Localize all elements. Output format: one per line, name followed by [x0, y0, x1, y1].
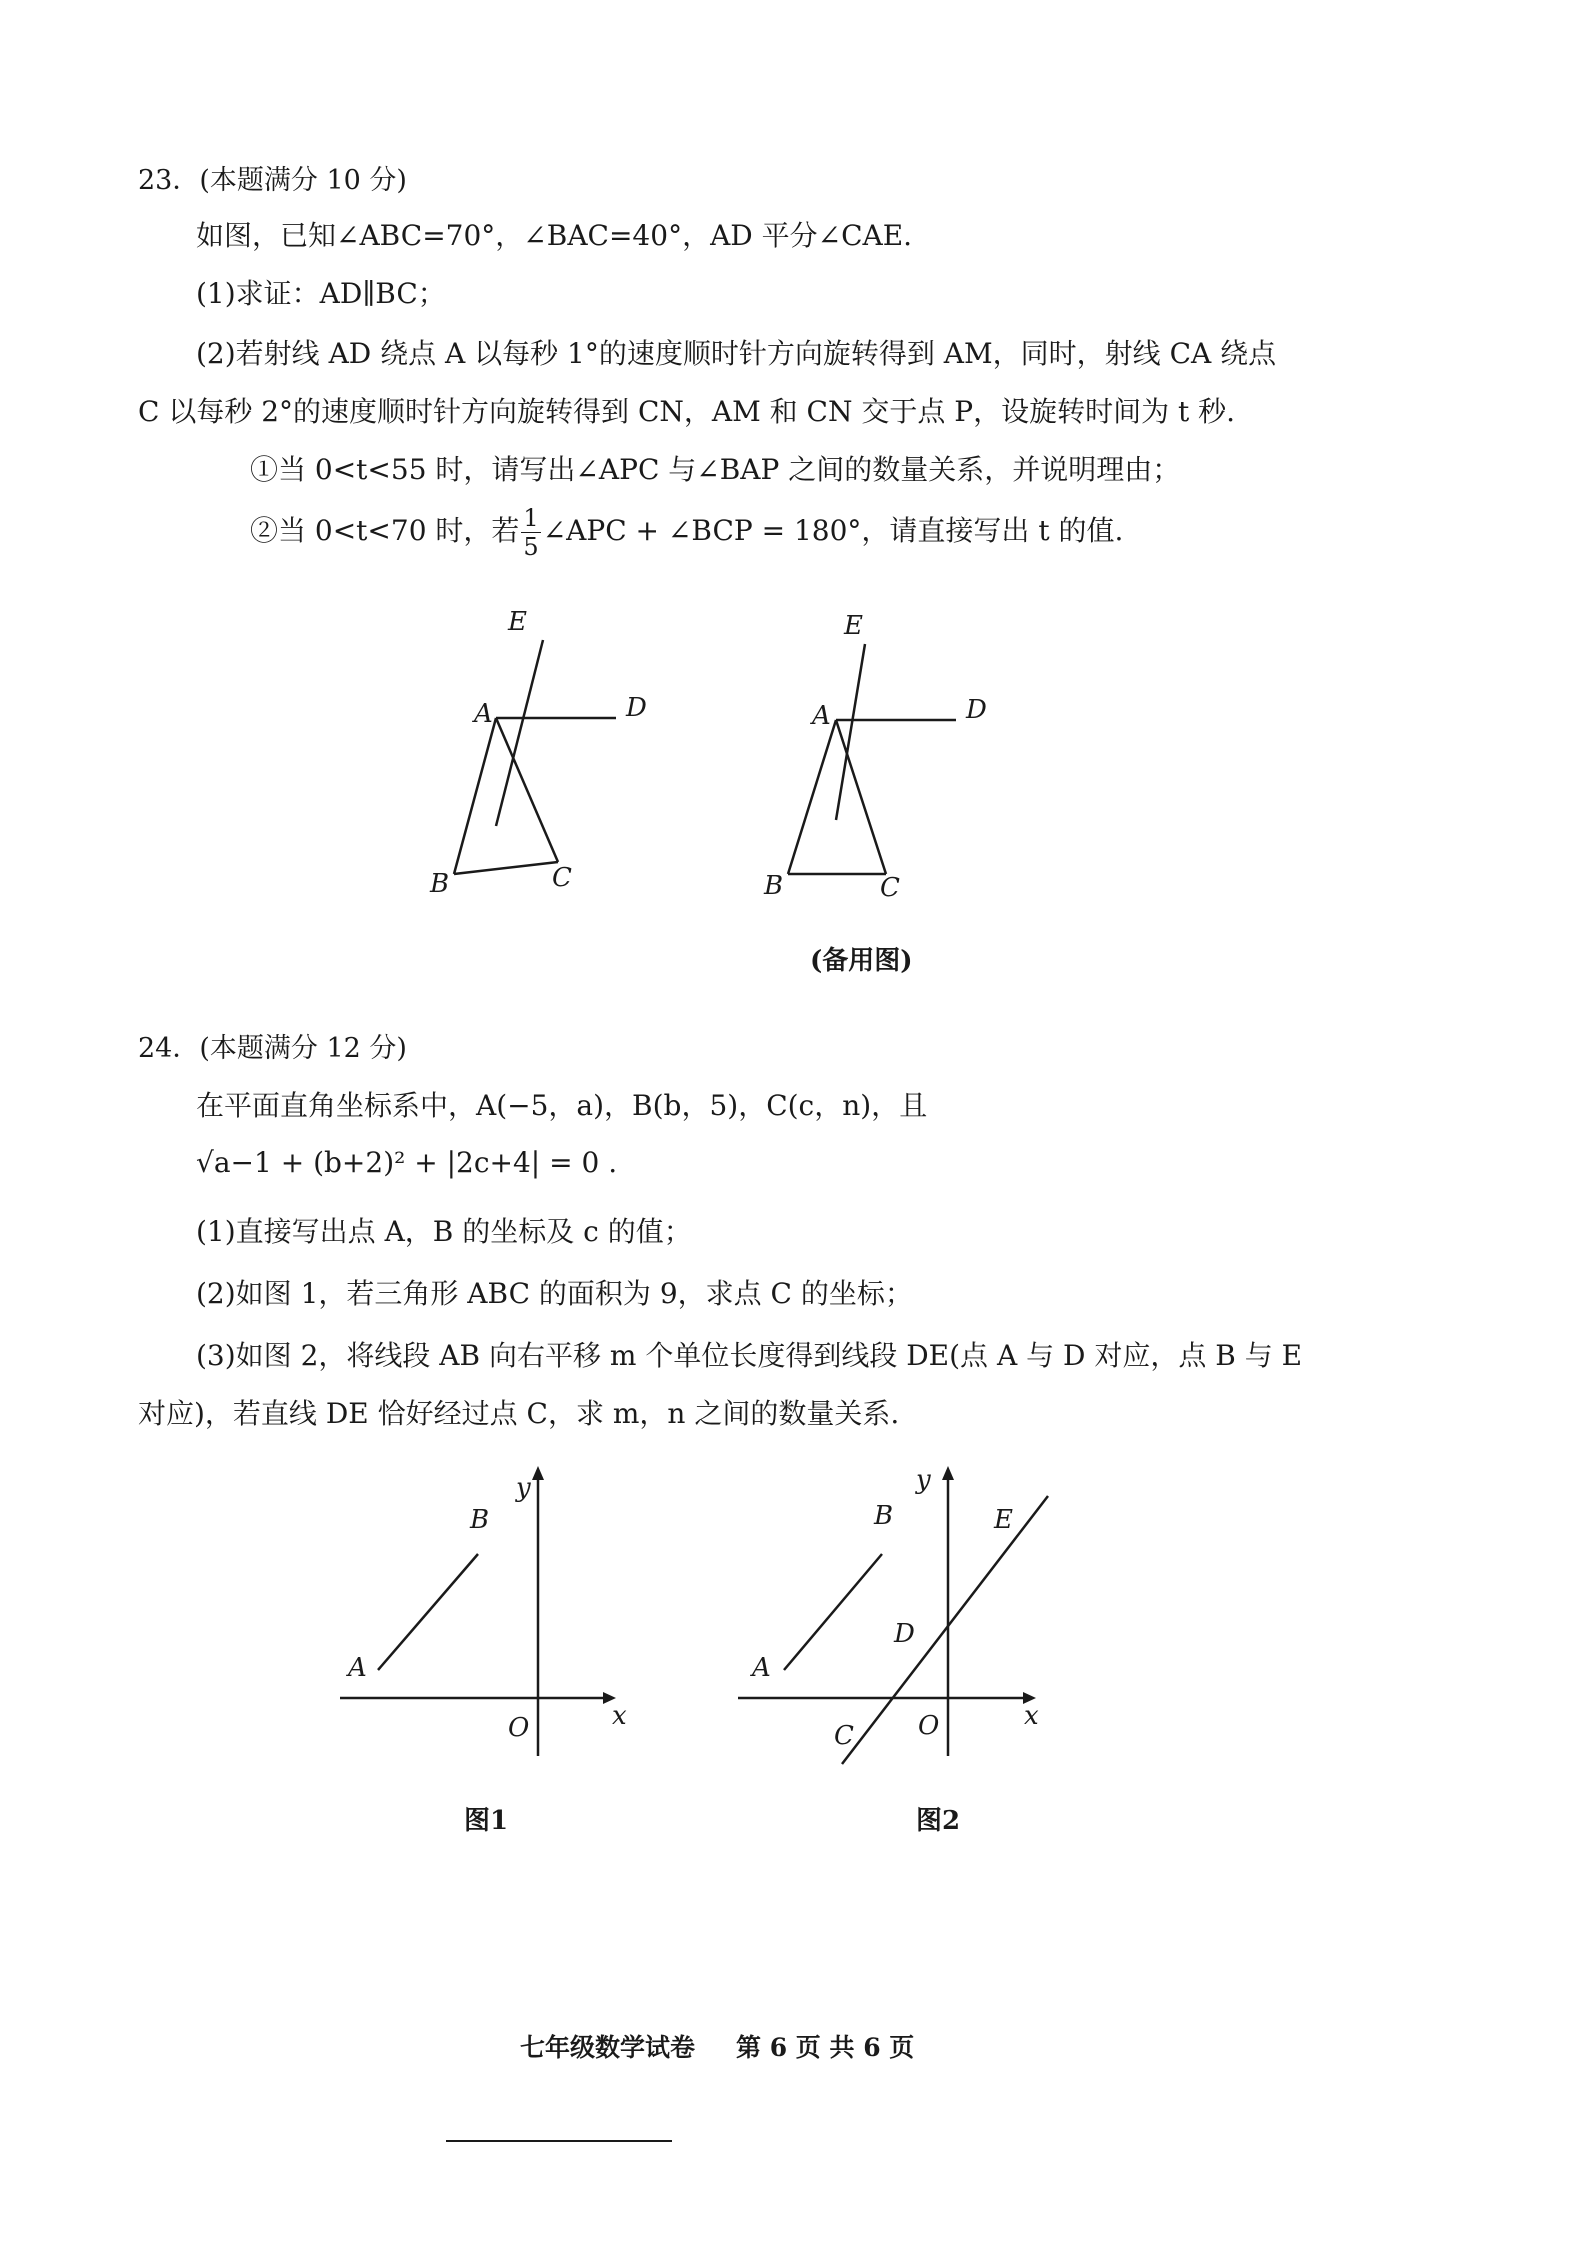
- q23-part2-line1: (2)若射线 AD 绕点 A 以每秒 1°的速度顺时针方向旋转得到 AM，同时，射线 CA 绕点: [196, 337, 1277, 370]
- label-c: C: [552, 863, 572, 893]
- q24-part3-line2: 对应)，若直线 DE 恰好经过点 C，求 m，n 之间的数量关系.: [138, 1397, 900, 1430]
- label-b: B: [430, 869, 450, 899]
- label-d: D: [966, 695, 987, 725]
- q23-backup-caption: (备用图): [810, 946, 913, 976]
- label-b: B: [874, 1501, 894, 1531]
- label-b: B: [764, 871, 784, 901]
- label-a: A: [474, 699, 493, 729]
- y-arrow-icon: [532, 1466, 544, 1480]
- line-de: [842, 1496, 1048, 1764]
- label-a: A: [812, 701, 831, 731]
- bottom-rule: [446, 2140, 672, 2142]
- segment-ab: [378, 1554, 478, 1670]
- fraction-denominator: 5: [523, 533, 539, 561]
- q23-part1: (1)求证：AD∥BC；: [196, 277, 446, 310]
- label-x: x: [1024, 1701, 1039, 1731]
- q23-stem: 如图，已知∠ABC=70°，∠BAC=40°，AD 平分∠CAE.: [196, 219, 913, 252]
- q23-sub2: [250, 506, 1123, 559]
- q23-figure-backup: [760, 600, 1020, 903]
- q24-part2: (2)如图 1，若三角形 ABC 的面积为 9，求点 C 的坐标；: [196, 1277, 913, 1310]
- q23-sub2-post: ∠APC + ∠BCP = 180°，请直接写出 t 的值.: [542, 514, 1124, 547]
- label-e: E: [994, 1505, 1013, 1535]
- label-b: B: [470, 1505, 490, 1535]
- segment-ab: [454, 718, 496, 874]
- label-x: x: [612, 1701, 627, 1731]
- label-d: D: [894, 1619, 915, 1649]
- q24-equation: √a−1 + (b+2)² + |2c+4| = 0 .: [196, 1146, 618, 1179]
- footer-page: 第 6 页 共 6 页: [736, 2033, 915, 2062]
- q24-stem: 在平面直角坐标系中，A(−5，a)，B(b，5)，C(c，n)，且: [196, 1089, 928, 1122]
- label-c: C: [880, 873, 900, 903]
- segment-ab: [788, 720, 836, 874]
- q24-fig1-caption: 图1: [464, 1806, 509, 1836]
- segment-bc: [454, 862, 558, 874]
- segment-ac: [836, 720, 886, 874]
- label-c: C: [834, 1721, 854, 1751]
- label-y: y: [916, 1465, 931, 1495]
- label-e: E: [844, 611, 863, 641]
- label-y: y: [516, 1473, 531, 1503]
- q24-part1: (1)直接写出点 A，B 的坐标及 c 的值；: [196, 1215, 692, 1248]
- q24-fig2-caption: 图2: [916, 1806, 961, 1836]
- footer-subject: 七年级数学试卷: [520, 2033, 696, 2062]
- label-e: E: [508, 607, 527, 637]
- segment-ab: [784, 1554, 882, 1670]
- y-arrow-icon: [942, 1466, 954, 1480]
- q24-part3-line1: (3)如图 2，将线段 AB 向右平移 m 个单位长度得到线段 DE(点 A 与 D 对应，点 B 与 E: [196, 1339, 1303, 1372]
- q24-heading: 24．(本题满分 12 分): [138, 1033, 407, 1064]
- q23-sub1: ①当 0<t<55 时，请写出∠APC 与∠BAP 之间的数量关系，并说明理由；: [250, 453, 1181, 486]
- q23-part2-line2: C 以每秒 2°的速度顺时针方向旋转得到 CN，AM 和 CN 交于点 P，设旋转时间为 t 秒.: [138, 395, 1236, 428]
- q23-sub2-fraction: [521, 506, 540, 559]
- fraction-numerator: 1: [523, 504, 539, 532]
- q23-sub2-pre: ②当 0<t<70 时，若: [250, 514, 520, 547]
- label-a: A: [348, 1653, 367, 1683]
- q24-figure-1: [330, 1460, 650, 1760]
- label-d: D: [626, 693, 647, 723]
- label-o: O: [508, 1713, 530, 1743]
- q24-figure-2: [730, 1460, 1070, 1760]
- label-o: O: [918, 1711, 940, 1741]
- label-a: A: [752, 1653, 771, 1683]
- q23-figure-main: [420, 600, 680, 900]
- q23-heading: 23．(本题满分 10 分): [138, 165, 407, 196]
